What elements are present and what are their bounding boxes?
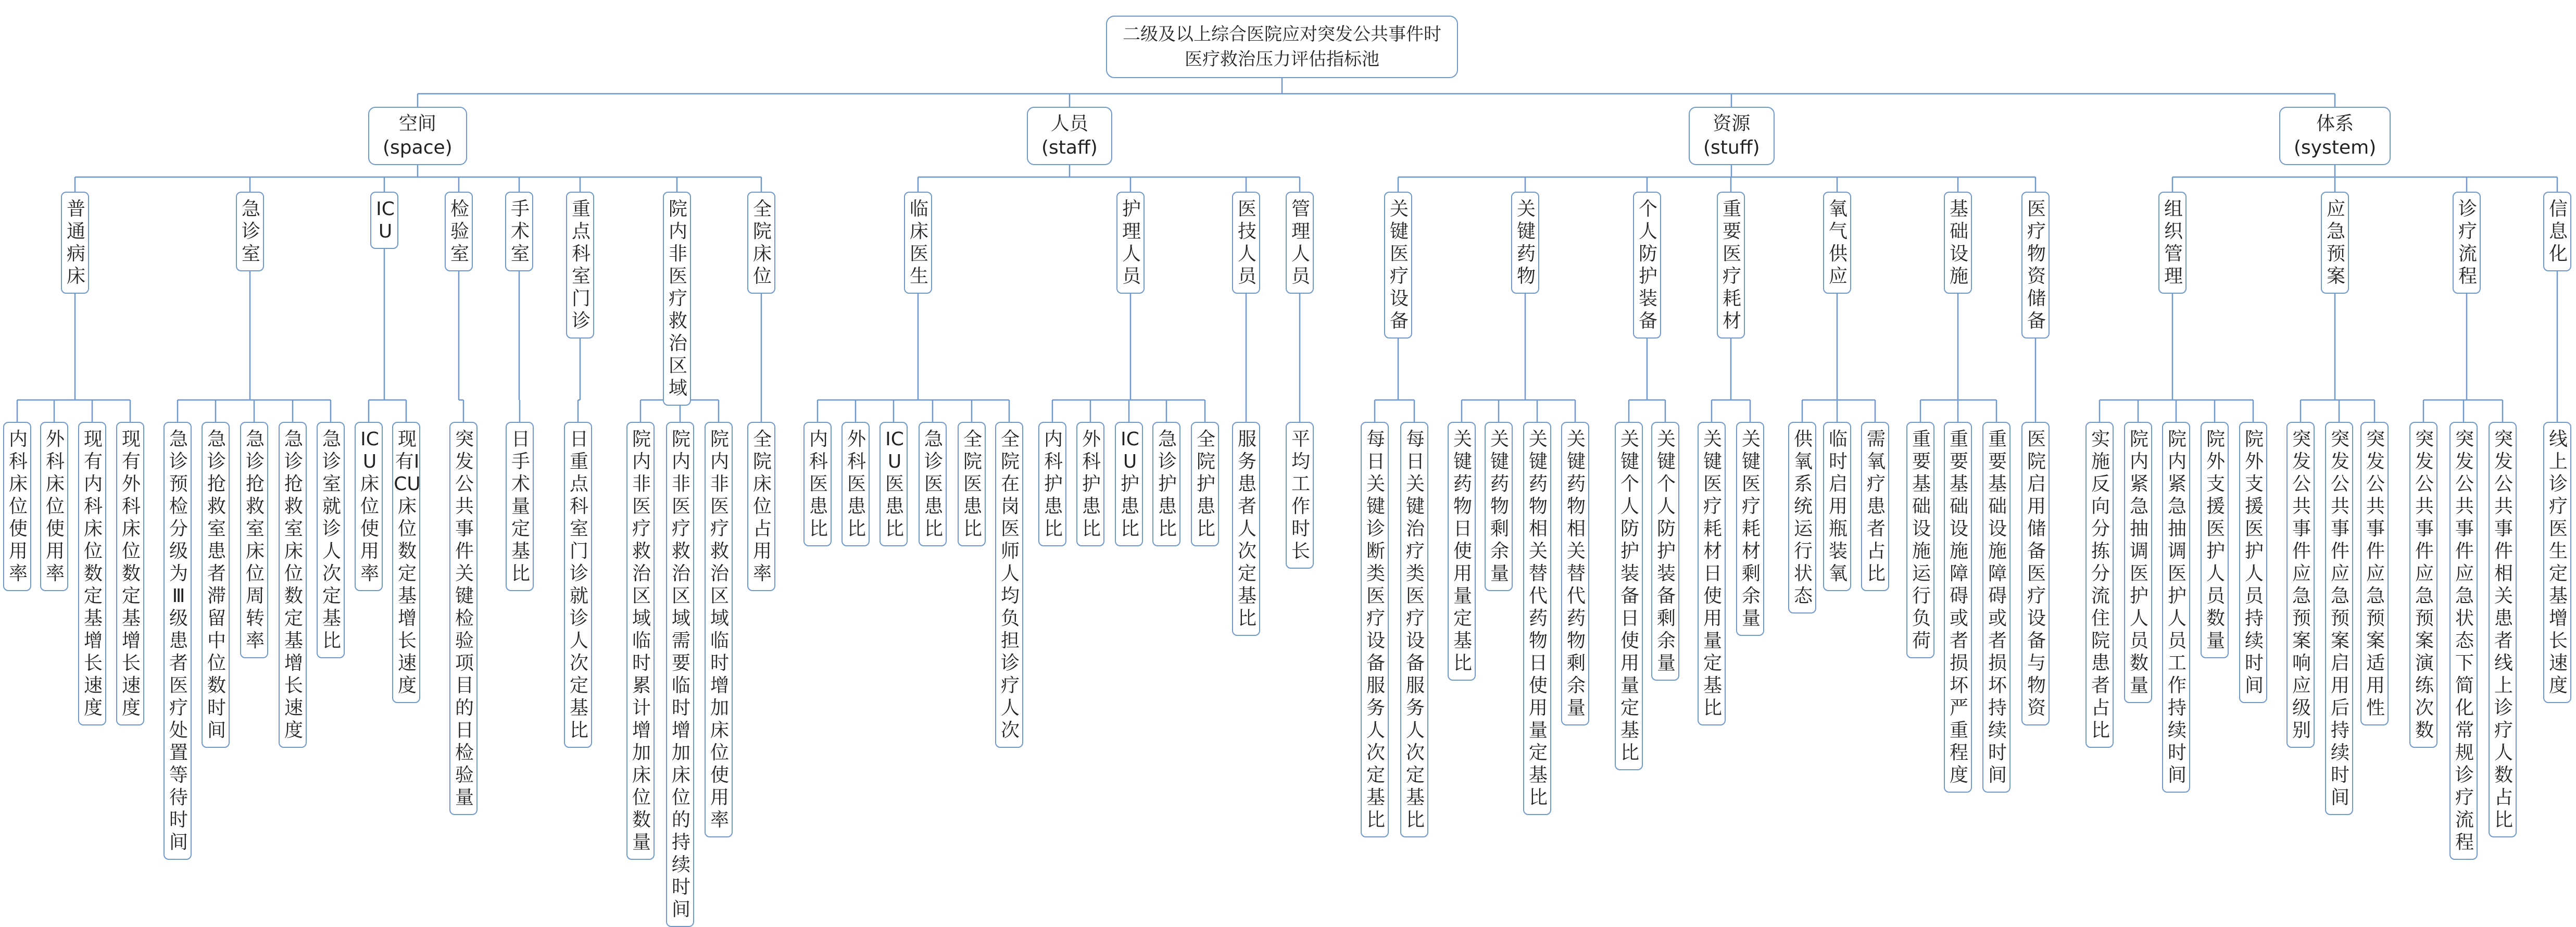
indicator-node-label: 关键个人防护装备剩余量	[1656, 429, 1676, 674]
indicator-node	[2239, 422, 2267, 703]
indicator-node	[958, 422, 986, 546]
indicator-node-label: 急诊抢救室床位数定基增长速度	[284, 429, 303, 741]
indicator-node-label: 院外支援医护人员数量	[2206, 429, 2225, 652]
indicator-node	[1232, 422, 1260, 636]
indicator-node-label: 院内非医疗救治区域需要临时增加床位的持续时间	[671, 429, 690, 920]
indicator-node	[1982, 422, 2010, 793]
indicator-node-label: 医院启用储备医疗设备与物资	[2027, 429, 2046, 719]
indicator-node-label: 急诊医患比	[924, 429, 943, 540]
subcategory-node	[1633, 192, 1661, 339]
indicator-node	[666, 422, 694, 927]
indicator-node	[1823, 422, 1851, 591]
indicator-node-label: 突发公共事件应急预案启用后持续时间	[2330, 429, 2349, 808]
category-node-label: 资源 (stuff)	[1703, 113, 1760, 158]
indicator-node	[841, 422, 870, 546]
subcategory-node-label: 诊疗流程	[2458, 198, 2477, 287]
indicator-node-label: 突发公共事件关键检验项目的日检验量	[455, 429, 474, 808]
indicator-node	[449, 422, 477, 815]
subcategory-node-label: 重要医疗耗材	[1722, 198, 1741, 332]
indicator-node	[2162, 422, 2190, 793]
indicator-node	[355, 422, 383, 591]
indicator-node-label: 需氧疗患者占比	[1866, 429, 1886, 584]
subcategory-node	[2543, 192, 2571, 271]
indicator-node	[40, 422, 68, 591]
subcategory-node-label: 普通病床	[66, 198, 85, 287]
indicator-node	[995, 422, 1023, 748]
subcategory-node-label: 组织管理	[2164, 198, 2183, 287]
subcategory-node	[2453, 192, 2481, 294]
indicator-node-label: ICU护患比	[1120, 429, 1139, 540]
indicator-node	[1152, 422, 1180, 546]
indicator-node	[2449, 422, 2478, 860]
subcategory-node-label: 氧气供应	[1828, 198, 1848, 287]
indicator-node	[626, 422, 655, 860]
indicator-node-label: 日重点科室门诊就诊人次定基比	[569, 429, 588, 741]
indicator-node-label: 平均工作时长	[1291, 429, 1310, 562]
indicator-node-label: 院内非医疗救治区域临时累计增加床位数量	[632, 429, 651, 853]
indicator-node-label: 关键药物日使用量定基比	[1453, 429, 1472, 674]
indicator-node	[116, 422, 144, 725]
indicator-node-label: 现有外科床位数定基增长速度	[121, 429, 141, 719]
subcategory-node	[904, 192, 932, 294]
indicator-node	[1448, 422, 1476, 681]
subcategory-node	[2021, 192, 2050, 339]
subcategory-node	[1116, 192, 1145, 294]
category-node-label: 空间 (space)	[383, 113, 453, 158]
subcategory-node-label: 检验室	[450, 198, 469, 265]
indicator-node-label: 关键个人防护装备日使用量定基比	[1620, 429, 1639, 763]
subcategory-node-label: 关键医疗设备	[1389, 198, 1409, 332]
subcategory-node-label: 临床医生	[909, 198, 928, 287]
subcategory-node	[236, 192, 264, 271]
indicator-node	[564, 422, 592, 748]
indicator-node-label: 实施反向分拣分流住院患者占比	[2091, 429, 2110, 741]
indicator-node-label: 关键医疗耗材日使用量定基比	[1703, 429, 1722, 719]
indicator-node	[240, 422, 268, 658]
indicator-node-label: 急诊预检分级为Ⅲ级患者医疗处置等待时间	[169, 429, 188, 853]
indicator-node-label: 每日关键治疗类医疗设备服务人次定基比	[1405, 429, 1425, 831]
indicator-node	[1788, 422, 1816, 613]
indicator-node-label: 线上诊疗医生定基增长速度	[2548, 429, 2568, 696]
indicator-node-label: 关键医疗耗材剩余量	[1741, 429, 1761, 629]
indicator-node	[2085, 422, 2114, 748]
category-node	[1689, 107, 1775, 165]
indicator-node-label: ICU医患比	[885, 429, 904, 540]
subcategory-node	[1717, 192, 1745, 339]
indicator-node-label: 全院床位占用率	[752, 429, 772, 584]
indicator-node-label: 全院医患比	[963, 429, 982, 540]
indicator-node-label: 供氧系统运行状态	[1793, 429, 1813, 607]
indicator-node-label: 突发公共事件应急预案响应级别	[2292, 429, 2311, 741]
subcategory-node	[1944, 192, 1972, 294]
subcategory-node-label: 信息化	[2548, 198, 2568, 265]
indicator-node-label: 突发公共事件应急预案适用性	[2366, 429, 2385, 719]
indicator-node-label: 全院护患比	[1196, 429, 1215, 540]
indicator-node	[1361, 422, 1389, 837]
indicator-node-label: 外科医患比	[847, 429, 866, 540]
indicator-node-label: 院内紧急抽调医护人员数量	[2129, 429, 2148, 696]
indicator-node	[705, 422, 733, 837]
subcategory-node	[663, 192, 691, 406]
subcategory-node-label: 个人防护装备	[1638, 198, 1657, 332]
category-node	[1027, 107, 1112, 165]
indicator-node-label: 院内非医疗救治区域临时增加床位使用率	[710, 429, 729, 831]
indicator-node-label: 每日关键诊断类医疗设备服务人次定基比	[1366, 429, 1385, 831]
subcategory-node-label: ICU	[376, 198, 395, 242]
subcategory-node	[2158, 192, 2187, 294]
indicator-node	[317, 422, 345, 658]
indicator-node-label: 急诊护患比	[1158, 429, 1177, 540]
indicator-node	[1400, 422, 1428, 837]
indicator-node	[2325, 422, 2353, 815]
indicator-node-label: 关键药物剩余量	[1490, 429, 1509, 584]
subcategory-node	[61, 192, 89, 294]
indicator-node	[2021, 422, 2050, 725]
indicator-node	[164, 422, 192, 860]
indicator-node	[1286, 422, 1314, 569]
indicator-node-label: 现有ICU床位数定基增长速度	[394, 429, 421, 696]
subcategory-node	[566, 192, 594, 339]
subcategory-node	[505, 192, 533, 271]
indicator-node-label: 现有内科床位数定基增长速度	[83, 429, 103, 719]
subcategory-node-label: 护理人员	[1122, 198, 1141, 287]
subcategory-node-label: 院内非医疗救治区域	[668, 198, 687, 399]
subcategory-node-label: 重点科室门诊	[571, 198, 590, 332]
indicator-node-label: 重要基础设施运行负荷	[1912, 429, 1931, 652]
indicator-node	[1523, 422, 1551, 815]
indicator-node-label: 关键药物相关替代药物日使用量定基比	[1528, 429, 1548, 808]
indicator-node	[803, 422, 832, 546]
indicator-node	[1698, 422, 1726, 725]
indicator-node-label: 内科医患比	[809, 429, 828, 540]
indicator-node-label: 临时启用瓶装氧	[1828, 429, 1848, 584]
indicator-node	[1038, 422, 1066, 546]
indicator-node-label: 关键药物相关替代药物剩余量	[1566, 429, 1586, 719]
indicator-node-label: 日手术量定基比	[511, 429, 530, 584]
indicator-node-label: 重要基础设施障碍或者损坏严重程度	[1949, 429, 1968, 786]
subcategory-node-label: 医技人员	[1237, 198, 1256, 287]
indicator-node	[1736, 422, 1764, 636]
indicator-node	[392, 422, 420, 703]
indicator-node-label: 外科床位使用率	[45, 429, 65, 584]
indicator-node	[1651, 422, 1679, 681]
indicator-node	[919, 422, 947, 546]
category-node	[368, 107, 467, 165]
subcategory-node	[747, 192, 775, 294]
category-node	[2279, 107, 2391, 165]
subcategory-node	[1823, 192, 1851, 294]
indicator-node	[279, 422, 307, 748]
subcategory-node	[1511, 192, 1539, 294]
indicator-node	[1615, 422, 1643, 770]
indicator-node	[1906, 422, 1934, 658]
indicator-node-label: 服务患者人次定基比	[1237, 429, 1256, 629]
indicator-node-label: 急诊抢救室患者滞留中位数时间	[207, 429, 226, 741]
subcategory-node-label: 手术室	[510, 198, 530, 265]
indicator-node-label: 突发公共事件应急预案演练次数	[2415, 429, 2434, 741]
root-title-label: 二级及以上综合医院应对突发公共事件时 医疗救治压力评估指标池	[1123, 24, 1441, 70]
subcategory-node	[1232, 192, 1260, 294]
indicator-node	[2286, 422, 2315, 748]
indicator-node-label: 外科护患比	[1082, 429, 1101, 540]
subcategory-node-label: 管理人员	[1291, 198, 1310, 287]
indicator-node-label: 急诊室就诊人次定基比	[322, 429, 341, 652]
indicator-node-label: 全院在岗医师人均负担诊疗人次	[1000, 429, 1020, 741]
indicator-node	[202, 422, 230, 748]
category-node-label: 人员 (staff)	[1041, 113, 1098, 158]
subcategory-node-label: 医疗物资储备	[2027, 198, 2046, 332]
subcategory-node	[445, 192, 473, 271]
indicator-node-label: 院外支援医护人员持续时间	[2244, 429, 2264, 696]
indicator-node	[1115, 422, 1143, 546]
indicator-node	[2489, 422, 2517, 837]
indicator-node	[879, 422, 908, 546]
indicator-node	[2360, 422, 2389, 725]
indicator-node	[2409, 422, 2437, 748]
indicator-node	[78, 422, 106, 725]
indicator-node-label: ICU床位使用率	[360, 429, 379, 584]
subcategory-node	[370, 192, 398, 249]
indicator-node	[1076, 422, 1104, 546]
indicator-node-label: 内科床位使用率	[8, 429, 28, 584]
indicator-node-label: 重要基础设施障碍或者损坏持续时间	[1988, 429, 2007, 786]
indicator-node	[1861, 422, 1889, 591]
subcategory-node	[1286, 192, 1314, 294]
indicator-node	[1485, 422, 1513, 591]
indicator-node	[1191, 422, 1219, 546]
indicator-node-label: 急诊抢救室床位周转率	[245, 429, 265, 652]
indicator-node	[1944, 422, 1972, 793]
root-title	[1106, 16, 1458, 78]
subcategory-node-label: 应急预案	[2326, 198, 2345, 287]
subcategory-node	[1384, 192, 1412, 339]
indicator-node-label: 院内紧急抽调医护人员工作持续时间	[2167, 429, 2187, 786]
indicator-node	[2201, 422, 2229, 658]
indicator-node-label: 内科护患比	[1044, 429, 1063, 540]
subcategory-node-label: 全院床位	[752, 198, 772, 287]
indicator-node	[3, 422, 31, 591]
indicator-node	[1561, 422, 1589, 725]
indicator-node	[2124, 422, 2152, 703]
subcategory-node-label: 关键药物	[1516, 198, 1536, 287]
indicator-node	[2543, 422, 2571, 703]
indicator-node	[747, 422, 775, 591]
indicator-node-label: 突发公共事件相关患者线上诊疗人数占比	[2494, 429, 2513, 831]
indicator-node	[506, 422, 534, 591]
subcategory-node	[2321, 192, 2349, 294]
subcategory-node-label: 急诊室	[241, 198, 260, 265]
indicator-node-label: 突发公共事件应急状态下简化常规诊疗流程	[2455, 429, 2474, 853]
category-node-label: 体系 (system)	[2294, 113, 2377, 158]
subcategory-node-label: 基础设施	[1949, 198, 1968, 287]
